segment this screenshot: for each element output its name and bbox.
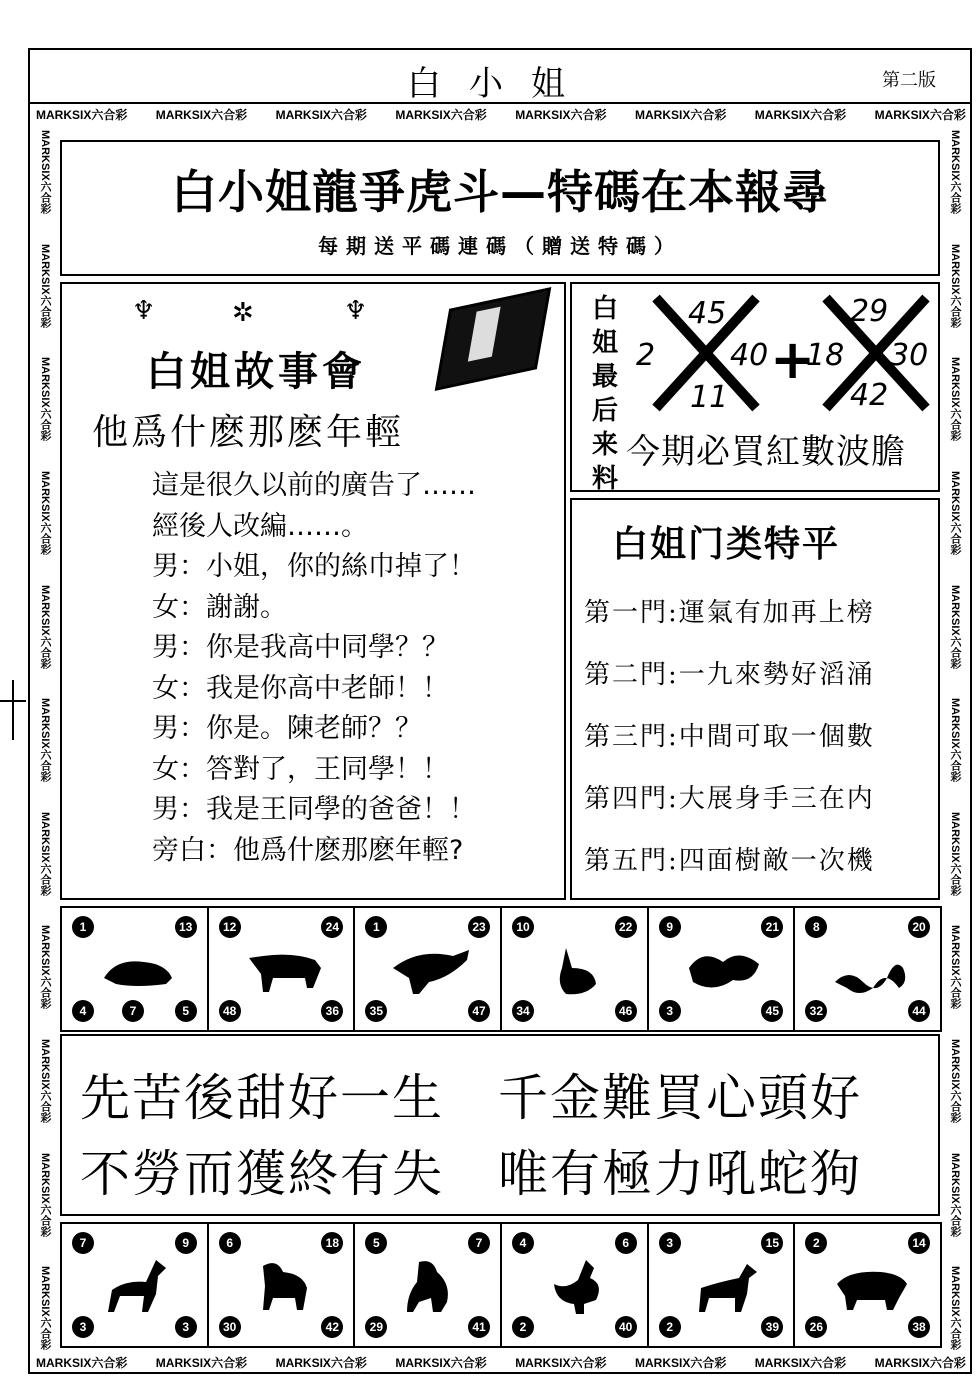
dog-icon [683,1254,767,1316]
left-left-number: 2 [636,338,656,373]
number-ball: 7 [72,1232,94,1254]
number-ball: 29 [365,1316,387,1338]
number-ball: 7 [122,1000,144,1022]
story-line: 女：我是你高中老師！！ [152,672,449,704]
border-text: MARKSIX六合彩 [949,130,961,214]
edition-label: 第二版 [882,70,936,91]
number-ball: 6 [219,1232,241,1254]
zodiac-cell [353,906,502,1032]
ox-icon [243,938,327,1000]
zodiac-cell [60,1222,209,1348]
number-ball: 2 [805,1232,827,1254]
zodiac-cell [647,906,796,1032]
border-strip-right [944,130,966,1350]
right-left-number: 18 [806,338,845,373]
right-bottom-number: 42 [850,378,889,413]
poem-phrase: 先苦後甜好一生 [80,1069,444,1127]
right-top-number: 29 [850,294,889,329]
border-text: MARKSIX六合彩 [949,925,961,1010]
left-bottom-number: 11 [690,380,729,415]
zodiac-cell [353,1222,502,1348]
number-ball: 7 [468,1232,490,1254]
dragon-icon [683,938,767,1000]
border-text: MARKSIX六合彩 [36,1356,128,1370]
door-item: 第三門:中間可取一個數 [584,722,875,752]
number-ball: 3 [175,1316,197,1338]
number-ball: 48 [219,1000,241,1022]
margin-mark [12,680,14,740]
horse-icon [96,1254,180,1316]
border-text: MARKSIX六合彩 [275,1356,367,1370]
number-ball: 45 [761,1000,783,1022]
story-title: 白姐故事會 [146,349,366,395]
story-line: 旁白：他爲什麽那麽年輕? [152,834,464,866]
number-ball: 5 [175,1000,197,1022]
rooster-icon [536,1254,620,1316]
number-ball: 14 [908,1232,930,1254]
right-right-number: 30 [890,338,929,373]
number-ball: 23 [468,916,490,938]
zodiac-cell [500,1222,649,1348]
border-text: MARKSIX六合彩 [39,811,51,896]
poem-phrase: 不勞而獲終有失 [80,1145,444,1203]
pig-icon [829,1254,913,1316]
number-ball: 38 [908,1316,930,1338]
story-line: 女：答對了，王同學！！ [152,753,449,785]
number-ball: 47 [468,1000,490,1022]
monkey-icon [389,1254,473,1316]
number-ball: 3 [659,1232,681,1254]
border-text: MARKSIX六合彩 [949,698,961,782]
zodiac-cell [647,1222,796,1348]
story-question: 他爲什麽那麽年輕 [92,412,405,453]
border-text: MARKSIX六合彩 [275,108,367,122]
door-item: 第一門:運氣有加再上榜 [584,598,875,628]
rabbit-icon [536,938,620,1000]
number-ball: 20 [908,916,930,938]
border-text: MARKSIX六合彩 [754,108,847,122]
border-text: MARKSIX六合彩 [155,108,248,122]
number-ball: 6 [615,1232,637,1254]
border-text: MARKSIX六合彩 [949,811,961,896]
number-ball: 34 [512,1000,534,1022]
border-text: MARKSIX六合彩 [949,1152,961,1237]
border-text: MARKSIX六合彩 [634,1356,727,1370]
border-strip-bottom [36,1354,966,1374]
number-ball: 39 [761,1316,783,1338]
number-ball: 30 [219,1316,241,1338]
border-text: MARKSIX六合彩 [395,1356,487,1370]
border-text: MARKSIX六合彩 [515,1356,607,1370]
border-text: MARKSIX六合彩 [39,357,51,441]
label-char: 料 [591,464,618,494]
rat-icon [96,938,180,1000]
number-ball: 13 [175,916,197,938]
left-right-number: 40 [730,338,769,373]
flower-icon: ✲ [232,298,254,328]
border-text: MARKSIX六合彩 [634,108,727,122]
zodiac-cell [793,906,942,1032]
number-ball: 2 [512,1316,534,1338]
border-text: MARKSIX六合彩 [874,108,966,122]
number-ball: 24 [321,916,343,938]
zodiac-cell [60,906,209,1032]
label-char: 来 [591,430,618,460]
border-strip-left [34,130,56,1350]
story-line: 男：你是我高中同學？？ [152,632,449,663]
number-ball: 21 [761,916,783,938]
number-ball: 10 [512,916,534,938]
door-item: 第五門:四面樹敵一次機 [584,846,875,876]
story-box [60,282,566,900]
border-strip-top [36,106,966,126]
masthead [30,50,970,104]
border-text: MARKSIX六合彩 [949,1266,961,1350]
last-info-label [588,292,622,496]
story-line: 男：小姐，你的絲巾掉了！ [152,551,476,582]
must-buy-text: 今期必買紅數波膽 [626,432,906,472]
book-icon [435,287,551,391]
number-ball: 42 [321,1316,343,1338]
border-text: MARKSIX六合彩 [39,584,51,669]
last-info-box [570,282,940,492]
border-text: MARKSIX六合彩 [39,243,51,328]
left-top-number: 45 [688,296,727,331]
number-ball: 9 [175,1232,197,1254]
poem-phrase: 千金難買心頭好 [498,1069,862,1127]
plus-sign: + [770,328,816,391]
number-ball: 18 [321,1232,343,1254]
zodiac-cell [500,906,649,1032]
number-ball: 40 [615,1316,637,1338]
tulip-icon: ♆ [344,296,368,326]
border-text: MARKSIX六合彩 [949,1039,961,1123]
zodiac-row-bottom [60,1222,940,1348]
number-ball: 46 [615,1000,637,1022]
border-text: MARKSIX六合彩 [515,108,607,122]
newspaper-page [28,48,972,1374]
border-text: MARKSIX六合彩 [39,1152,51,1237]
snake-icon [829,938,913,1000]
poem-phrase: 唯有極力吼蛇狗 [498,1145,862,1203]
border-text: MARKSIX六合彩 [39,1266,51,1350]
masthead-title: 白小姐 [407,64,593,104]
story-line: 男：你是。陳老師？？ [152,713,422,744]
story-line: 經後人改編……。 [152,510,368,542]
border-text: MARKSIX六合彩 [39,1039,51,1123]
headline-sub: 每期送平碼連碼（贈送特碼） [318,234,682,258]
number-ball: 22 [615,916,637,938]
door-item: 第四門:大展身手三在内 [584,784,875,814]
border-text: MARKSIX六合彩 [39,925,51,1010]
number-ball: 9 [659,916,681,938]
zodiac-cell [207,1222,356,1348]
border-text: MARKSIX六合彩 [874,1356,966,1370]
zodiac-cell [793,1222,942,1348]
door-item: 第二門:一九來勢好滔涌 [584,660,875,690]
number-ball: 3 [659,1000,681,1022]
label-char: 最 [591,362,618,392]
story-line: 這是很久以前的廣告了…… [152,470,476,501]
door-list [584,582,934,892]
border-text: MARKSIX六合彩 [39,470,51,555]
number-ball: 4 [512,1232,534,1254]
label-char: 后 [591,396,618,426]
cross-numbers [628,290,938,420]
border-text: MARKSIX六合彩 [949,243,961,328]
tulip-icon: ♆ [132,296,156,326]
number-ball: 44 [908,1000,930,1022]
door-title: 白姐门类特平 [612,524,841,565]
border-text: MARKSIX六合彩 [39,130,51,214]
story-line: 男：我是王同學的爸爸！！ [152,794,476,825]
number-ball: 8 [805,916,827,938]
border-text: MARKSIX六合彩 [949,470,961,555]
zodiac-row-top [60,906,940,1032]
goat-icon [243,1254,327,1316]
poem-line [80,1134,862,1206]
door-box [570,498,940,900]
border-text: MARKSIX六合彩 [36,108,128,122]
story-lines [152,466,562,871]
number-ball: 12 [219,916,241,938]
border-text: MARKSIX六合彩 [155,1356,248,1370]
border-text: MARKSIX六合彩 [754,1356,847,1370]
border-text: MARKSIX六合彩 [395,108,487,122]
number-ball: 4 [72,1000,94,1022]
poem-box [60,1034,940,1216]
number-ball: 1 [365,916,387,938]
number-ball: 2 [659,1316,681,1338]
border-text: MARKSIX六合彩 [949,584,961,669]
tiger-icon [389,938,473,1000]
number-ball: 41 [468,1316,490,1338]
number-ball: 36 [321,1000,343,1022]
number-ball: 15 [761,1232,783,1254]
number-ball: 32 [805,1000,827,1022]
number-ball: 35 [365,1000,387,1022]
number-ball: 26 [805,1316,827,1338]
zodiac-cell [207,906,356,1032]
story-line: 女：謝謝。 [152,591,287,623]
headline-box [60,140,940,276]
headline-main: 白小姐龍爭虎斗—特碼在本報尋 [171,165,829,219]
number-ball: 5 [365,1232,387,1254]
number-ball: 3 [72,1316,94,1338]
number-ball: 1 [72,916,94,938]
label-char: 白 [591,294,618,324]
border-text: MARKSIX六合彩 [949,357,961,441]
poem-line [80,1058,862,1130]
label-char: 姐 [591,328,618,358]
border-text: MARKSIX六合彩 [39,698,51,782]
